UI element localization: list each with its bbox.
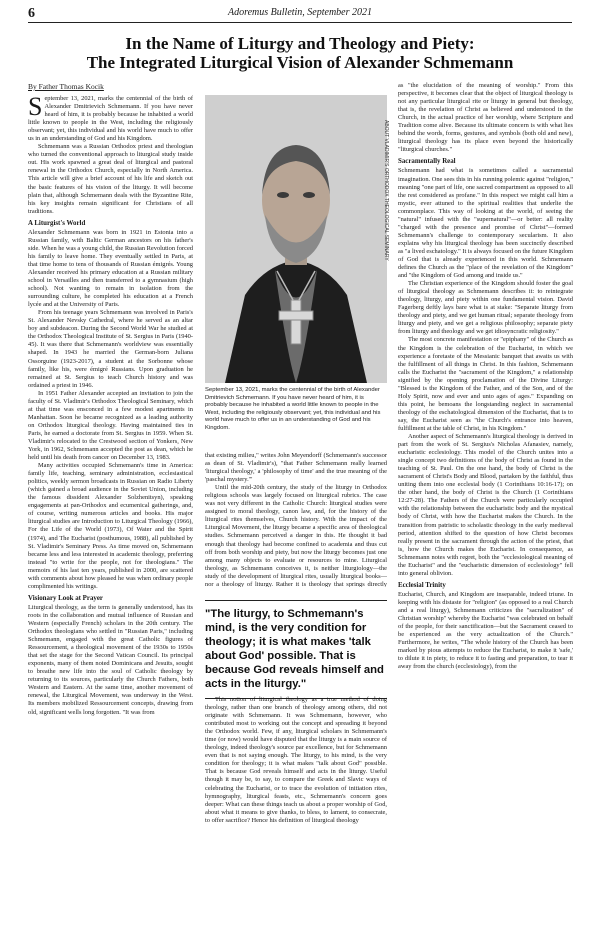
drop-cap: S <box>28 95 43 121</box>
paragraph: Until the mid-20th century, the study of the liturgy in Orthodox religious schools was largely focused on liturgical rubrics. The case was not very different in the Catholic Church: liturgical studies were assigned to moral theology, canon law, and, for the history of the liturgical rites themselves, Church history. With the impact of the Liturgical Movement, the liturgy became a specific area of theological studies. Schmemann perceived a danger in this. He thought it bad enough that theology had become confined to academia and thus cut off from both worship and piety, but now the liturgy becomes just one among many objects to evaluate or resources to mine. Liturgical theology, as Schmemann conceives it, is neither liturgiology—the study of the development of liturgical rites, usually liturgical books—nor a theology of liturgy. Rather it is theology that springs directly <box>205 484 387 587</box>
running-header <box>28 6 572 22</box>
section-heading: A Liturgist's World <box>28 219 86 227</box>
schmemann-photo <box>205 95 387 383</box>
paragraph: that existing milieu," writes John Meyendorff (Schmemann's successor as dean of St. Vladimir's), "that Father Schmemann really learned 'liturgical theology,' a 'philosophy of time' and the true meaning of the 'paschal mystery.'" <box>205 452 387 484</box>
title-line-1: In the Name of Liturgy and Theology and Piety: <box>125 34 475 53</box>
page-number: 6 <box>28 6 35 21</box>
portrait-illustration <box>205 95 387 383</box>
column-3 <box>398 82 573 925</box>
paragraph: Many activities occupied Schmemann's time in America: family life, teaching, seminary administration, ecclesiastical politics, weekly sermon broadcasts in Russian on Radio Liberty (which gained a broad audience in the Soviet Union, including the famous dissident Alexander Solzhenitsyn), speaking engagements at pan-Orthodox and ecumenical gatherings, and, of course, writing numerous articles and books. His major liturgical studies are Introduction to Liturgical Theology (1966), For the Life of the World (1973), Of Water and the Spirit (1974), and The Eucharist (posthumous, 1988), all published by St. Vladimir's Seminary Press. As time moved on, Schmemann became less and less interested in academic theology, preferring instead "to write for the people, not for theologians." The memoirs of his last ten years, published in 2000, are scattered with comments about how pleased he was when ordinary people complimented his writings. <box>28 462 193 590</box>
paragraph: Liturgical theology, as the term is generally understood, has its roots in the collaboration and mutual influence of Russian and Western (especially French) scholars in the 20th century. The Orthodox theologians who settled in "Russian Paris," including Schmemann, engaged with the great Catholic figures of Ressourcement, a theological movement of the 1930s to 1950s that set the stage for the Second Vatican Council. Its principal exponents, many of them noted Dominicans and Jesuits, sought to breathe new life into the soul of Catholic theology by returning to its sources, particularly the Church Fathers, both Western and Eastern. At the same time, another movement of renewal, the Liturgical Movement, was underway in the West. Its members mobilized Ressourcement concepts, drawing from old, significant wells long forgotten. "It was from <box>28 603 193 716</box>
publication-title: Adoremus Bulletin, September 2021 <box>227 7 373 18</box>
paragraph: Another aspect of Schmemann's liturgical theology is derived in part from the work of St. Sergius's Nicholas Afanasiev, namely, eucharistic ecclesiology. This model of the Church unites into a single concept two definitions of the body of Christ as found in the teaching of St. Paul. On the one hand, the body of Christ is the sacrament of Christ's Body and Blood, partaken by the faithful, thus uniting them into one ecclesial body (1 Corinthians 10:16-17); on the other hand, the body of Christ is the Church (1 Corinthians 12:27-28). The Fathers of the Church were particularly occupied with the relationship between the eucharistic body and the mystical body of Christ, with how the Eucharist makes the Church. In the transition from patristic to scholastic theology in the early medieval period, attention shifted to the question of how Christ becomes really present in the sacrament through the action of the priest, that is, how the Church makes the Eucharist. In consequence, as Schmemann notes with regret, both the "ecclesiological meaning of the Eucharist" and the "eucharistic dimension of ecclesiology" fell into general oblivion. <box>398 433 573 577</box>
paragraph: The most concrete manifestation or "epiphany" of the Church as the Kingdom is the celebration of the Eucharist, in which we experience a foretaste of the Messianic banquet that awaits us with the fulfillment of all things in Christ. In this fashion, Schmemann calls the Eucharist the "sacrament of the Kingdom," a relationship signified by the opening proclamation of the Divine Liturgy: "Blessed is the Kingdom of the Father, and of the Son, and of the Holy Spirit, now and ever and unto ages of ages." Expanding on this point, he bemoans the longstanding neglect in sacramental theology of the eschatological dimension of the Eucharist, that is to say, the Eucharist seen as "the Church's entrance into heaven, fulfillment at the table of Christ, in his Kingdom." <box>398 336 573 432</box>
section-heading: Sacramentally Real <box>398 158 456 166</box>
paragraph: Alexander Schmemann was born in 1921 in Estonia into a Russian family, with Baltic German ancestors on his father's side. When he was a young child, the Russian Revolution forced his family to leave home. They eventually settled in Paris, at that time home to tens of thousands of Russian émigrés. Young Alexander received his primary education at a Russian military school in Versailles and then transferred to a gymnasium (high school). Not wanting to remain in isolation from the surrounding culture, he completed his education at a French lycée and at the University of Paris. <box>28 228 193 309</box>
column-2-bottom <box>205 696 387 925</box>
paragraph: In 1951 Father Alexander accepted an invitation to join the faculty of St. Vladimir's Orthodox Theological Seminary, which at that time was ensconced in a few modest apartments in Manhattan. Soon he became recognized as a leading authority on Orthodox liturgical theology. Having maintained ties in Paris, he earned a doctorate from St. Sergius in 1959. When St. Vladimir's relocated to the Crestwood section of Yonkers, New York, in 1962, Schmemann accepted the post as dean, which he held until his death from cancer on December 13, 1983. <box>28 389 193 462</box>
paragraph: Schmemann was a Russian Orthodox priest and theologian who turned the conventional approach to liturgical study inside out. His work spawned a great deal of liturgical and pastoral renewal in the Orthodox Church, especially in North America. This article will give a brief account of his life and sketch out the basic features of his vision of the liturgy. It will become plain that, although Schmemann deals with the Byzantine Rite, his key insights remain significant for Christians of all traditions. <box>28 143 193 215</box>
column-1 <box>28 95 193 925</box>
paragraph: eptember 13, 2021, marks the centennial of the birth of Alexander Dmitrievich Schmemann. If you have never heard of him, it is probably because he inhabited a world little known to people in the West, including the religiously observant; yet, this individual and his world have much to offer us in an understanding of God and his Kingdom. <box>28 95 193 143</box>
pull-quote-text: "The liturgy, to Schmemann's mind, is the very condition for theology; it is what makes 'talk about God' possible. That is because God reveals himself and acts in the liturgy." <box>205 608 384 690</box>
paragraph: The Christian experience of the Kingdom should foster the goal of liturgical theology as Schmemann describes it: to reintegrate theology, liturgy, and piety within one fundamental vision. David Fagerberg deftly lays bare what is at stake: "Separate liturgy from theology and piety, and we get human ritual; separate theology from liturgy and piety, and we get a religious philosophy; separate piety from liturgy and theology and we get idiosyncratic religiosity." <box>398 280 573 336</box>
paragraph: as "the elucidation of the meaning of worship." From this perspective, it becomes clear that the object of liturgical theology is not any particular liturgical rite or liturgy in general but theology, that is, the revelation of Christ as believed and understood in the Church, in the actual practice of her worship, where Scripture and Tradition come alive. Because its ultimate concern is with what lies behind the words, forms, gestures, and symbols (both old and new), liturgical theology has its place even beyond the historically "liturgical churches." <box>398 82 573 154</box>
paragraph: This notion of liturgical theology as a true method of doing theology, rather than one branch of theology among others, did not originate with Schmemann. It was Schmemann, however, who contributed most to working out the concept and spreading it beyond the Orthodox world. Few, if any, liturgical scholars in Schmemann's time (or now) would have disputed that the liturgy is a main source of theology, indeed theology's source par excellence, but for Schmemann even that is not saying enough. The liturgy, to his mind, is the very condition for theology; it is what makes "talk about God" possible. That is because God reveals himself and acts in the liturgy. Useful though it may be, to say, to compare the Greek and Slavic ways of celebrating the Eucharist, or to trace the evolution of initiation rites, hymnography, liturgical feasts, etc., Schmemann's concern goes deeper: What can these things teach us about a proper worship of God, about what it means to give thanks, to bless, to lament, to consecrate, to offer sacrifice? Hence his definition of liturgical theology <box>205 696 387 824</box>
section-heading: Visionary Look at Prayer <box>28 594 103 602</box>
column-2-top <box>205 452 387 587</box>
section-heading: Ecclesial Trinity <box>398 581 446 589</box>
paragraph: Schmemann had what is sometimes called a sacramental imagination. One sees this in his running polemic against "religion," meaning "one part of life, one sacred compartment as opposed to all the rest considered as profane." In this respect we might call him a mystic, ever attuned to the spiritual realities that underlie the commonplace. This way of looking at the world, of seeing the "natural" infused with the "supernatural"—or better: all reality "charged with the presence and promise of Christ"—formed Schmemann's challenge to contemporary secularism. It also explains why his liturgical theology has been succinctly described as "a lived eschatology." It is always focused on the future Kingdom of God that is already experienced in this world. Schmemann defines the Church as the "place of the revelation of the Kingdom" and "the Kingdom of God among and inside us." <box>398 167 573 280</box>
header-rule <box>28 22 572 23</box>
paragraph: Eucharist, Church, and Kingdom are inseparable, indeed triune. In keeping with his distaste for "religion" (as opposed to a real Church and a real liturgy), Schmemann criticizes the "sacralization" of Christian worship" whereby the Eucharist "was celebrated on behalf of the people, for their sanctification—but the Sacrament ceased to be experienced as the very actualization of the Church." Furthermore, he writes, "The whole history of the Church has been marked by pious attempts to reduce the Eucharist, to make it 'safe,' to dilute it in piety, to reduce it to fasting and preparation, to tear it away from the church (ecclesiology), from the <box>398 590 573 671</box>
photo-credit <box>382 120 390 380</box>
pull-quote-rule-top <box>205 600 387 601</box>
photo-caption: September 13, 2021, marks the centennial of the birth of Alexander Dmitrievich Schmemann. If you have never heard of him, it is probably because he inhabited a world little known to people in the West, including the religiously observant; yet, this individual and his world have much to offer us in an understanding of God and his Kingdom. <box>205 387 381 431</box>
article-title <box>28 34 572 72</box>
title-line-2: The Integrated Liturgical Vision of Alexander Schmemann <box>86 53 514 72</box>
paragraph: From his teenage years Schmemann was involved in Paris's St. Alexander Nevsky Cathedral, where he served as an altar boy and subdeacon. During the Second World War he studied at the Orthodox Theological Institute of St. Sergius in Paris (1940-45). It was there that Schmemann's worldview was essentially shaped. In 1943 he married the German-born Juliana Ossorguine (1923-2017), a student at the Sorbonne whose family, like his, were émigré Russians. Upon graduation he remained at St. Sergius to teach Church history and was ordained a priest in 1946. <box>28 309 193 389</box>
pull-quote <box>205 600 387 699</box>
byline[interactable]: By Father Thomas Kocik <box>28 82 104 91</box>
photo-credit-text: ABOUT VLADIMIR'S ORTHODOX THEOLOGICAL SEMINARY <box>383 120 389 261</box>
